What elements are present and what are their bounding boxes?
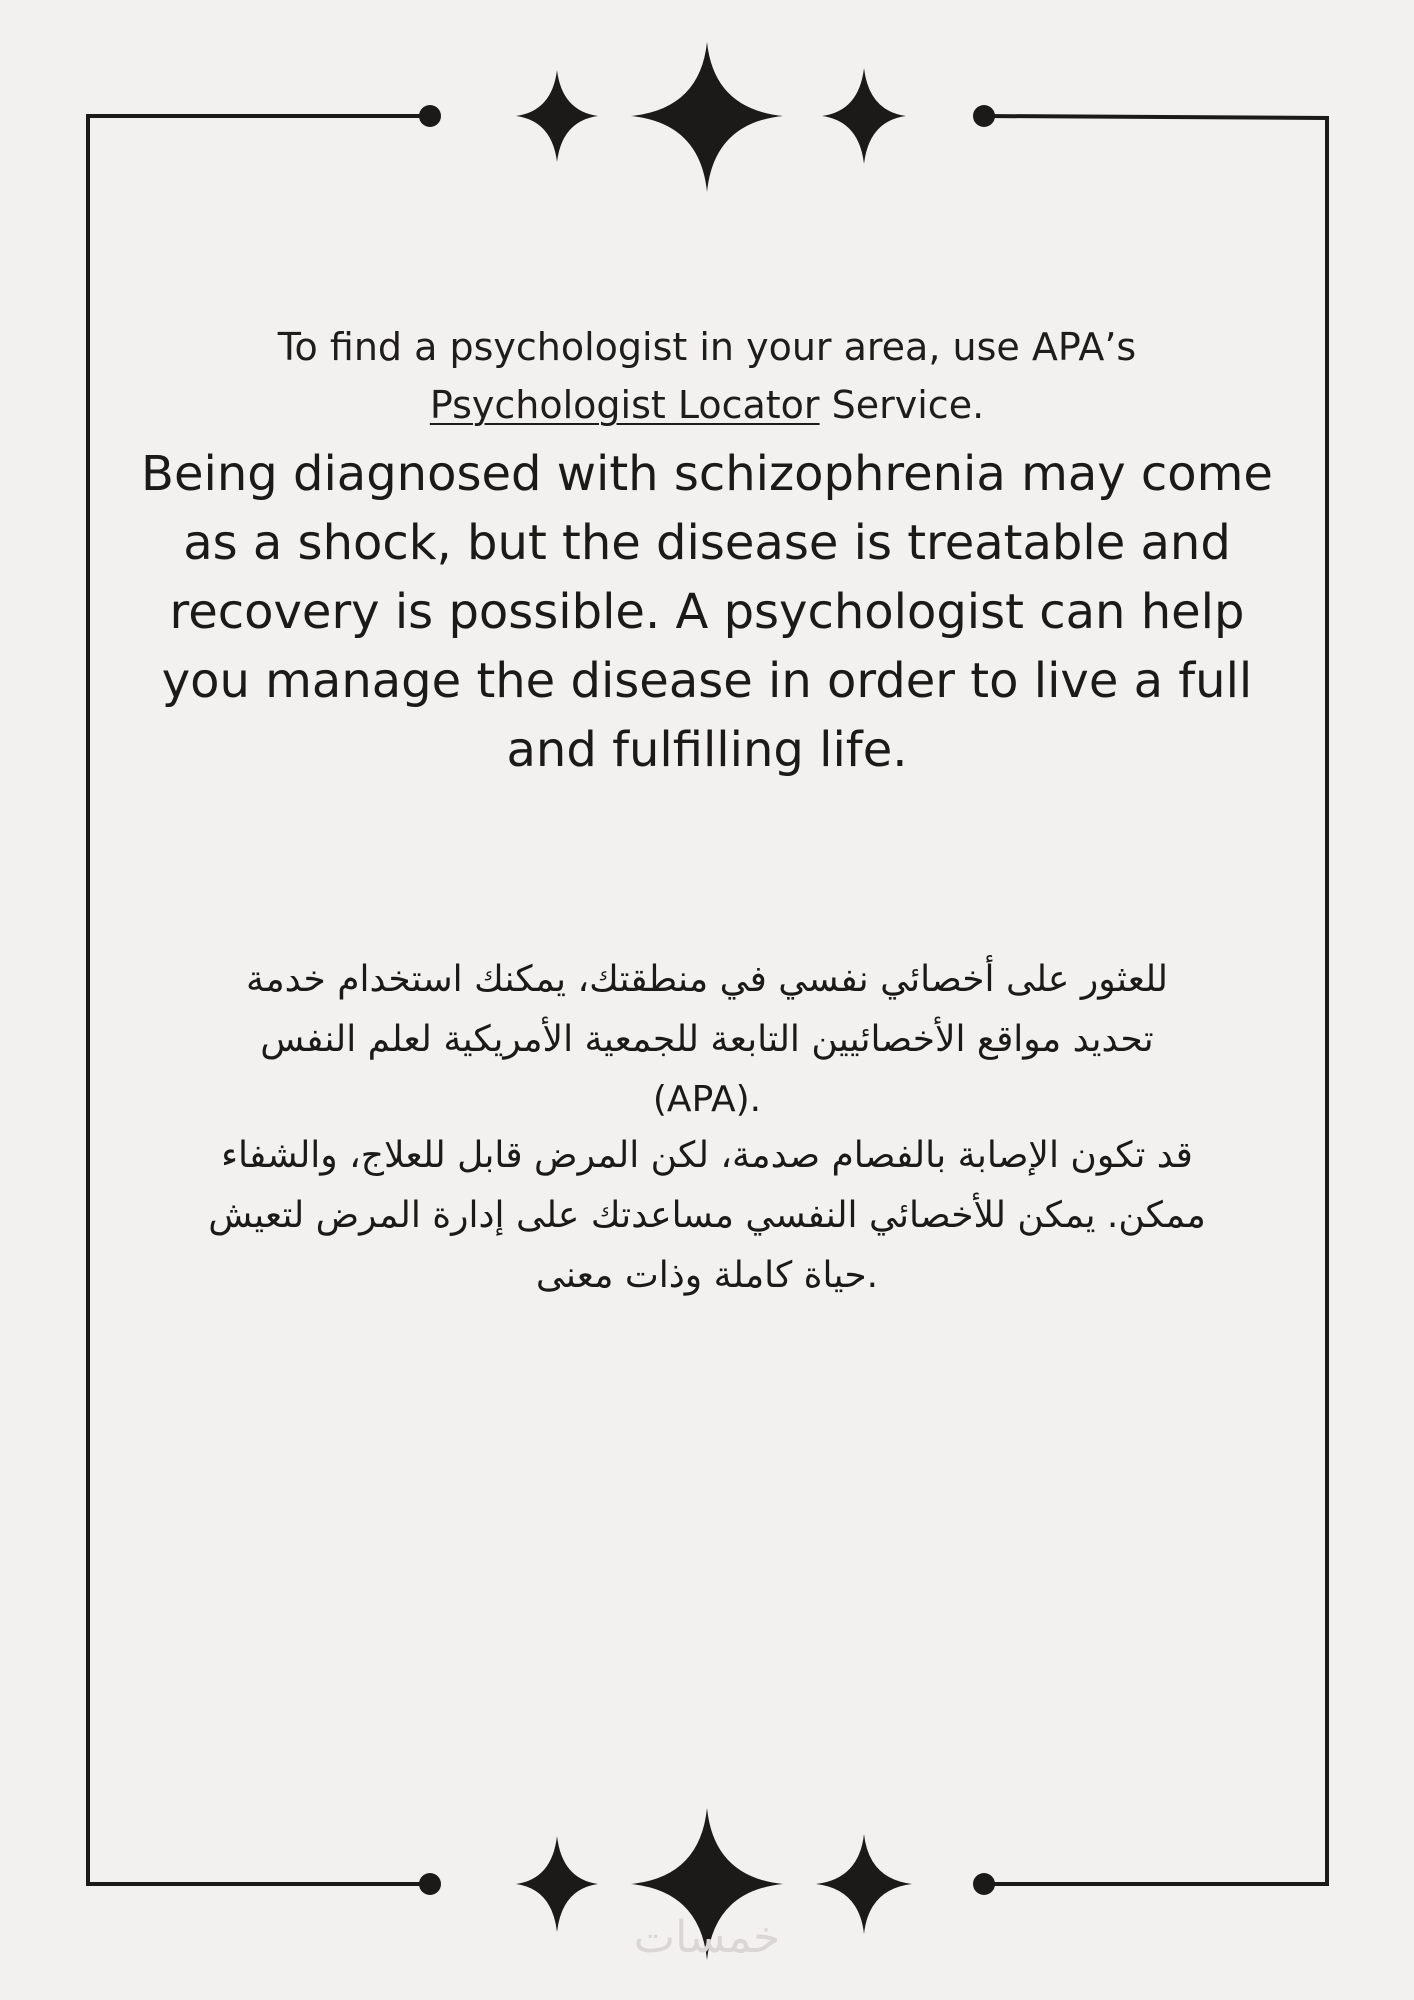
main-english-paragraph: Being diagnosed with schizophrenia may come as a shock, but the disease is treatable and recovery is possible. A psychologist can help you manage the disease in order to live a full and fulfilling life. <box>141 446 1273 778</box>
four-point-star-icon <box>631 42 783 192</box>
psychologist-locator-link[interactable]: Psychologist Locator <box>429 383 820 427</box>
arabic-main-paragraph <box>130 1126 1284 1306</box>
arabic-intro-paragraph <box>130 950 1284 1130</box>
intro-text-end: Service. <box>819 383 985 427</box>
arabic-line: للعثور على أخصائي نفسي في منطقتك، يمكنك استخدام خدمة <box>246 959 1168 1000</box>
intro-paragraph <box>150 318 1264 434</box>
arabic-line <box>130 1070 1284 1130</box>
four-point-star-icon <box>822 68 906 164</box>
dot-icon <box>973 105 995 127</box>
intro-text: To find a psychologist in your area, use APA’s <box>277 325 1137 369</box>
dot-icon <box>419 105 441 127</box>
arabic-line: تحديد مواقع الأخصائيين التابعة للجمعية الأمريكية لعلم النفس <box>260 1019 1154 1060</box>
watermark-logo: خمسات <box>633 1912 781 1963</box>
dot-icon <box>419 1873 441 1895</box>
four-point-star-icon <box>516 70 598 162</box>
arabic-line: .حياة كاملة وذات معنى <box>535 1255 879 1296</box>
dot-icon <box>973 1873 995 1895</box>
arabic-line: ممكن. يمكن للأخصائي النفسي مساعدتك على إدارة المرض لتعيش <box>208 1195 1206 1236</box>
arabic-line: قد تكون الإصابة بالفصام صدمة، لكن المرض قابل للعلاج، والشفاء <box>221 1135 1193 1176</box>
arabic-apa-abbrev: (APA). <box>652 1079 762 1120</box>
